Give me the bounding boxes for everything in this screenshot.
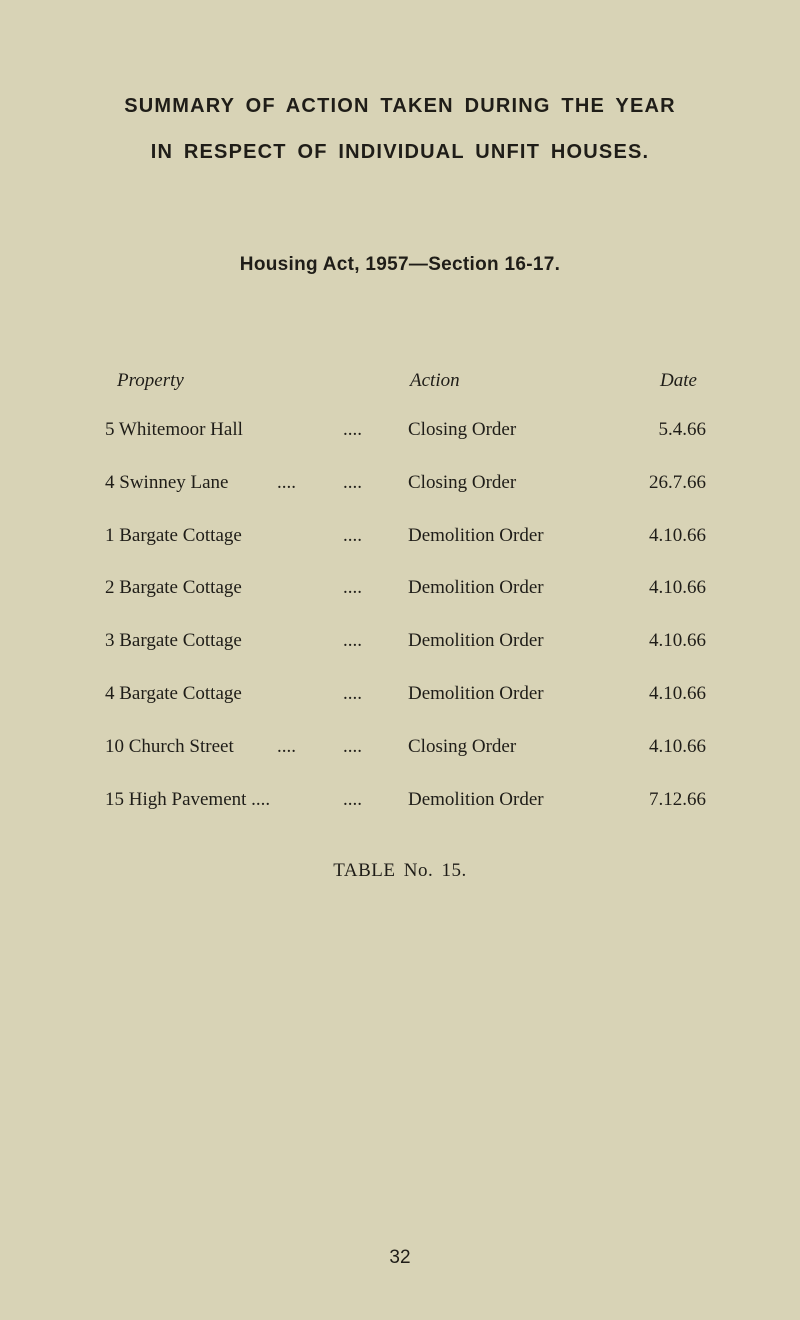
cell-action: Demolition Order bbox=[408, 683, 544, 704]
cell-property: 4 Bargate Cottage bbox=[105, 683, 242, 704]
leader-dots: .... bbox=[343, 419, 362, 440]
cell-date: 26.7.66 bbox=[649, 472, 706, 493]
cell-action: Demolition Order bbox=[408, 789, 544, 810]
column-header-property: Property bbox=[117, 370, 184, 391]
table-row bbox=[0, 419, 800, 449]
cell-property: 15 High Pavement .... bbox=[105, 789, 271, 810]
cell-date: 4.10.66 bbox=[649, 736, 706, 757]
cell-property: 3 Bargate Cottage bbox=[105, 630, 242, 651]
leader-dots: .... bbox=[343, 525, 362, 546]
act-subtitle: Housing Act, 1957—Section 16-17. bbox=[239, 254, 561, 275]
cell-date: 4.10.66 bbox=[649, 630, 706, 651]
leader-dots: .... bbox=[343, 472, 362, 493]
cell-date: 5.4.66 bbox=[658, 419, 706, 440]
cell-action: Demolition Order bbox=[408, 577, 544, 598]
cell-date: 4.10.66 bbox=[649, 683, 706, 704]
leader-dots: .... bbox=[343, 683, 362, 704]
page-number: 32 bbox=[389, 1247, 411, 1268]
cell-action: Closing Order bbox=[408, 472, 517, 493]
cell-property: 10 Church Street bbox=[105, 736, 234, 757]
table-row bbox=[0, 630, 800, 660]
page-title-line-1: SUMMARY OF ACTION TAKEN DURING THE YEAR bbox=[124, 95, 676, 117]
page-title-line-2: IN RESPECT OF INDIVIDUAL UNFIT HOUSES. bbox=[150, 141, 650, 163]
cell-action: Demolition Order bbox=[408, 525, 544, 546]
leader-dots: .... bbox=[277, 472, 296, 493]
cell-property: 2 Bargate Cottage bbox=[105, 577, 242, 598]
table-row bbox=[0, 525, 800, 555]
leader-dots: .... bbox=[343, 789, 362, 810]
table-row bbox=[0, 789, 800, 819]
leader-dots: .... bbox=[277, 736, 296, 757]
table-row bbox=[0, 472, 800, 502]
column-header-action: Action bbox=[410, 370, 460, 391]
cell-action: Closing Order bbox=[408, 419, 517, 440]
cell-action: Demolition Order bbox=[408, 630, 544, 651]
table-row bbox=[0, 736, 800, 766]
leader-dots: .... bbox=[343, 577, 362, 598]
cell-action: Closing Order bbox=[408, 736, 517, 757]
cell-property: 1 Bargate Cottage bbox=[105, 525, 242, 546]
table-caption: TABLE No. 15. bbox=[333, 860, 467, 881]
cell-date: 4.10.66 bbox=[649, 577, 706, 598]
cell-date: 4.10.66 bbox=[649, 525, 706, 546]
column-header-date: Date bbox=[660, 370, 697, 391]
leader-dots: .... bbox=[343, 630, 362, 651]
cell-date: 7.12.66 bbox=[649, 789, 706, 810]
cell-property: 4 Swinney Lane bbox=[105, 472, 229, 493]
table-row bbox=[0, 577, 800, 607]
table-row bbox=[0, 683, 800, 713]
leader-dots: .... bbox=[343, 736, 362, 757]
cell-property: 5 Whitemoor Hall bbox=[105, 419, 243, 440]
